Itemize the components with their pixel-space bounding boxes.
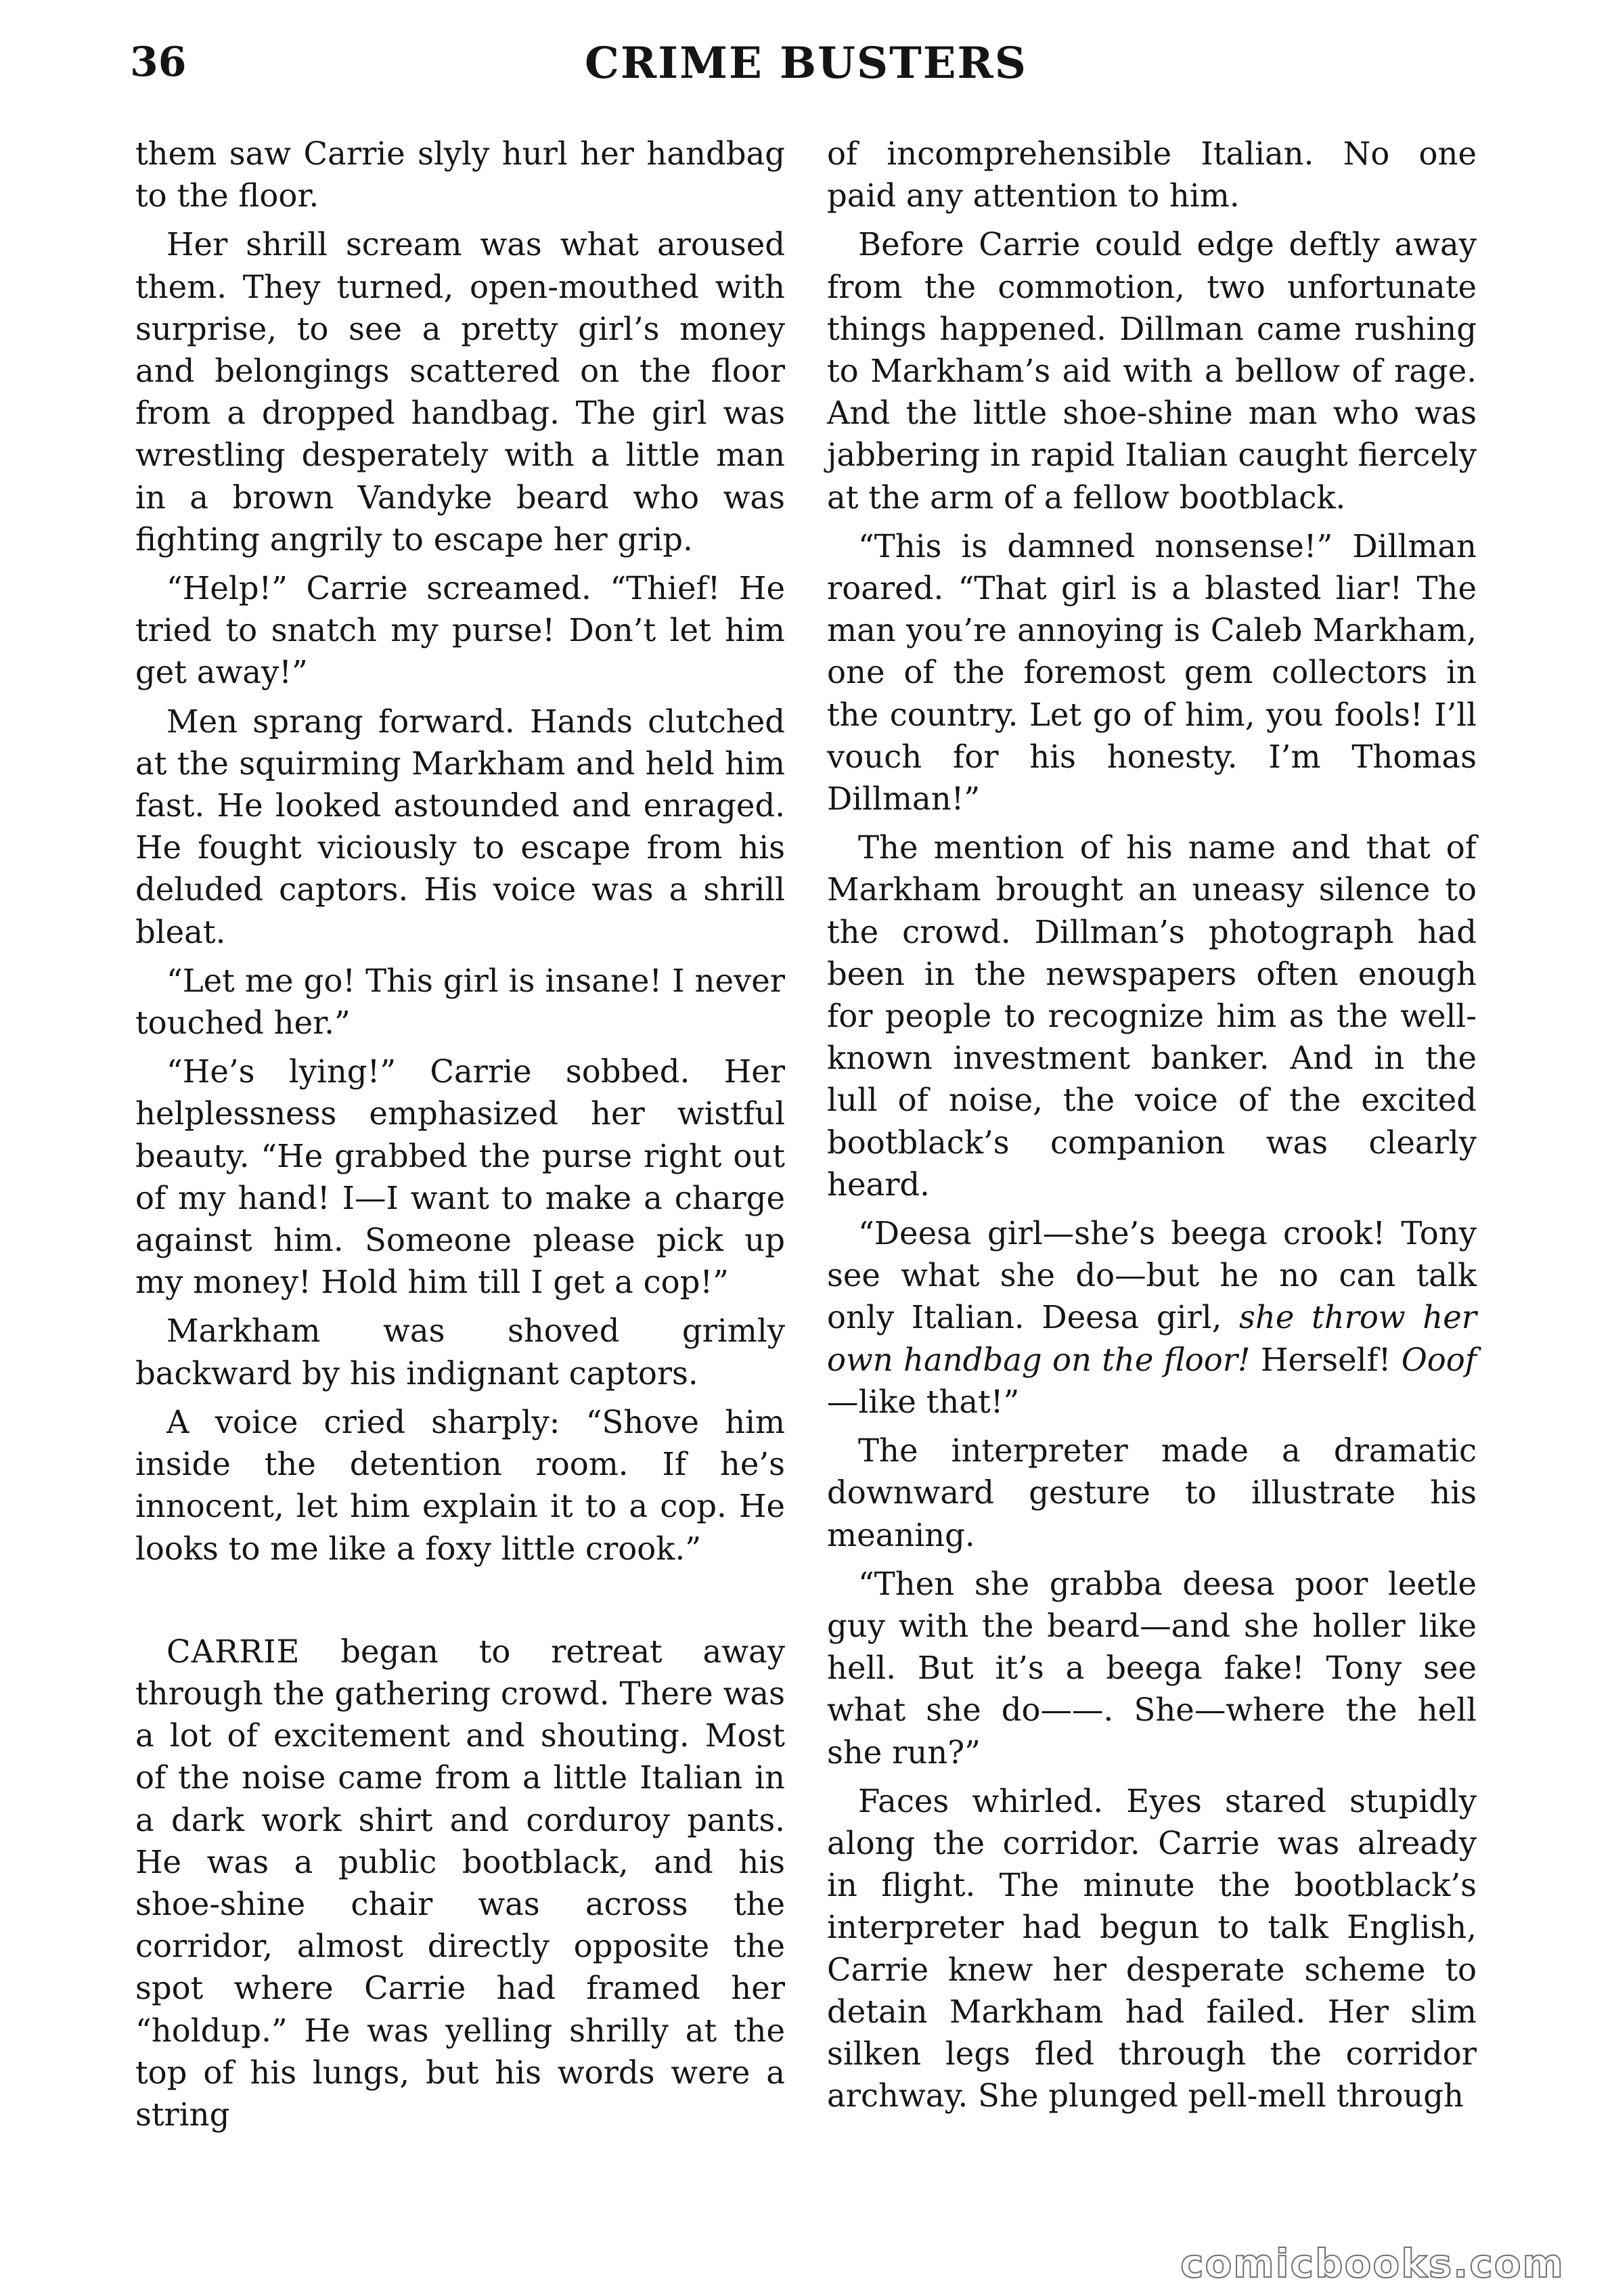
italic-text: Ooof <box>1401 1341 1477 1378</box>
paragraph <box>135 1401 785 1570</box>
paragraph-text: Before Carrie could edge deftly away from the commotion, two unfortunate things happened. Dillman came rushing to Markham’s aid with a bellow of rage. And the little shoe-shine man who was jabbering in rapid Italian caught fiercely at the arm of a fellow bootblack. <box>827 226 1477 516</box>
paragraph-text: A voice cried sharply: “Shove him inside the detention room. If he’s innocent, let him explain it to a cop. He looks to me like a foxy little crook.” <box>135 1403 785 1567</box>
paragraph <box>827 1563 1477 1773</box>
paragraph <box>827 1212 1477 1423</box>
paragraph <box>827 826 1477 1206</box>
paragraph-text: “Help!” Carrie screamed. “Thief! He tried to snatch my purse! Don’t let him get away!” <box>135 570 785 691</box>
paragraph <box>827 223 1477 518</box>
paragraph-text: The mention of his name and that of Markham brought an uneasy silence to the crowd. Dillman’s photograph had been in the newspapers often enough for people to recognize him as the well-known investment banker. And in the lull of noise, the voice of the excited bootblack’s companion was clearly heard. <box>827 829 1477 1203</box>
running-title: CRIME BUSTERS <box>585 38 1027 89</box>
page-number: 36 <box>130 39 187 86</box>
paragraph <box>827 133 1477 217</box>
paragraph-text: Men sprang forward. Hands clutched at the squirming Markham and held him fast. He looked astounded and enraged. He fought viciously to escape from his deluded captors. His voice was a shrill bleat. <box>135 703 785 950</box>
italic-text: she throw her own handbag on the floor! <box>827 1299 1477 1378</box>
left-text-column <box>135 133 785 2142</box>
paragraph-text: “Then she grabba deesa poor leetle guy with the beard—and she holler like hell. But it’s a beega fake! Tony see what she do——. She—where the hell she run?” <box>827 1565 1477 1771</box>
paragraph-text: Her shrill scream was what aroused them. They turned, open-mouthed with surprise, to see a pretty girl’s money and belongings scattered on the floor from a dropped handbag. The girl was wrestling desperately with a little man in a brown Vandyke beard who was fighting angrily to escape her grip. <box>135 226 785 558</box>
right-text-column <box>827 133 1477 2123</box>
paragraph-text: Faces whirled. Eyes stared stupidly along the corridor. Carrie was already in flight. The minute the bootblack’s interpreter had begun to talk English, Carrie knew her desperate scheme to detain Markham had failed. Her slim silken legs fled through the corridor archway. She plunged pell-mell through <box>827 1782 1477 2115</box>
paragraph <box>135 701 785 953</box>
paragraph <box>827 525 1477 820</box>
paragraph <box>135 223 785 560</box>
paragraph-text: of incomprehensible Italian. No one paid any attention to him. <box>827 135 1477 215</box>
paragraph <box>135 960 785 1044</box>
watermark: comicbooks.com <box>1180 2240 1565 2287</box>
paragraph <box>135 1631 785 2136</box>
paragraph-text: “This is damned nonsense!” Dillman roared. “That girl is a blasted liar! The man you’re annoying is Caleb Markham, one of the foremost gem collectors in the country. Let go of him, you fools! I’ll vouch for his honesty. I’m Thomas Dillman!” <box>827 527 1477 818</box>
paragraph-text: began to retreat away through the gathering crowd. There was a lot of excitement and shouting. Most of the noise came from a little Italian in a dark work shirt and corduroy pants. He was a public bootblack, and his shoe-shine chair was across the corridor, almost directly opposite the spot where Carrie had framed her “holdup.” He was yelling shrilly at the top of his lungs, but his words were a string <box>135 1633 785 2133</box>
paragraph <box>135 567 785 694</box>
paragraph-text: “Let me go! This girl is insane! I never touched her.” <box>135 962 785 1042</box>
paragraph-text: The interpreter made a dramatic downward gesture to illustrate his meaning. <box>827 1432 1477 1553</box>
paragraph-text: Markham was shoved grimly backward by his indignant captors. <box>135 1312 785 1392</box>
paragraph-text: “He’s lying!” Carrie sobbed. Her helplessness emphasized her wistful beauty. “He grabbed the purse right out of my hand! I—I want to make a charge against him. Someone please pick up my money! Hold him till I get a cop!” <box>135 1053 785 1301</box>
paragraph-text: —like that!” <box>827 1383 1020 1420</box>
paragraph <box>135 1310 785 1394</box>
paragraph <box>135 133 785 217</box>
paragraph-text: Herself! <box>1250 1341 1402 1378</box>
paragraph <box>827 1780 1477 2117</box>
paragraph-text: them saw Carrie slyly hurl her handbag to the floor. <box>135 135 785 215</box>
paragraph-text: “Deesa girl—she’s beega crook! Tony see what she do—but he no can talk only Italian. Deesa girl, <box>827 1215 1477 1336</box>
paragraph-text: CARRIE <box>166 1633 300 1670</box>
paragraph <box>827 1430 1477 1556</box>
paragraph <box>135 1051 785 1303</box>
